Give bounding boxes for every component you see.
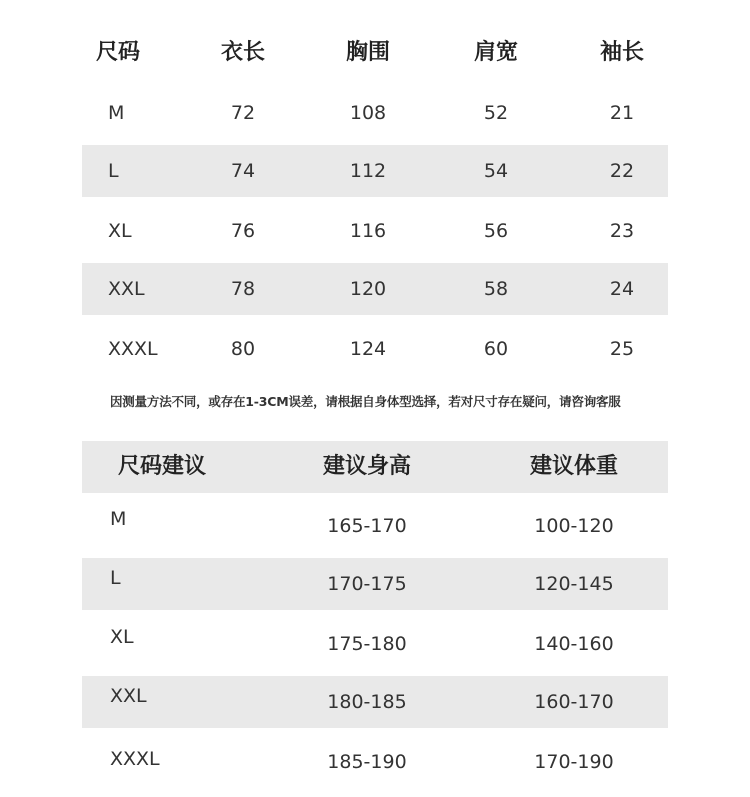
height-cell: 170-175 <box>327 573 407 595</box>
length-cell: 74 <box>230 160 256 182</box>
weight-cell: 140-160 <box>534 633 614 655</box>
size-cell: XXXL <box>108 338 158 360</box>
header-size: 尺码 <box>95 40 140 65</box>
table-row <box>82 500 668 552</box>
length-cell: 78 <box>230 278 256 300</box>
sleeve-cell: 24 <box>609 278 635 300</box>
table-row <box>82 676 668 728</box>
sleeve-cell: 22 <box>609 160 635 182</box>
shoulder-cell: 58 <box>483 278 509 300</box>
header-size-recommendation: 尺码建议 <box>117 454 206 479</box>
height-cell: 165-170 <box>327 515 407 537</box>
size-cell: XXL <box>110 685 147 707</box>
length-cell: 76 <box>230 220 256 242</box>
header-recommended-weight: 建议体重 <box>529 454 618 479</box>
size-cell: M <box>110 508 127 530</box>
size-chart-header <box>82 27 668 79</box>
measurement-note: 因测量方法不同，或存在1-3CM误差，请根据自身体型选择，若对尺寸存在疑问，请咨询客服 <box>110 394 621 409</box>
size-recommendation-table <box>82 441 668 791</box>
header-recommended-height: 建议身高 <box>322 454 411 479</box>
table-row <box>82 263 668 315</box>
height-cell: 180-185 <box>327 691 407 713</box>
weight-cell: 100-120 <box>534 515 614 537</box>
height-cell: 175-180 <box>327 633 407 655</box>
size-cell: M <box>108 102 125 124</box>
shoulder-cell: 56 <box>483 220 509 242</box>
sleeve-cell: 21 <box>609 102 635 124</box>
table-row <box>82 618 668 670</box>
shoulder-cell: 60 <box>483 338 509 360</box>
shoulder-cell: 52 <box>483 102 509 124</box>
table-row <box>82 558 668 610</box>
chest-cell: 112 <box>349 160 387 182</box>
size-cell: XXL <box>108 278 145 300</box>
size-cell: L <box>108 160 119 182</box>
weight-cell: 170-190 <box>534 751 614 773</box>
size-cell: XL <box>108 220 132 242</box>
weight-cell: 160-170 <box>534 691 614 713</box>
chest-cell: 124 <box>349 338 387 360</box>
height-cell: 185-190 <box>327 751 407 773</box>
table-row <box>82 736 668 788</box>
size-cell: L <box>110 567 121 589</box>
chest-cell: 120 <box>349 278 387 300</box>
length-cell: 72 <box>230 102 256 124</box>
size-chart-table <box>82 27 668 377</box>
header-sleeve: 袖长 <box>599 40 644 65</box>
recommendation-header <box>82 441 668 493</box>
table-row <box>82 145 668 197</box>
sleeve-cell: 25 <box>609 338 635 360</box>
table-row <box>82 205 668 257</box>
table-row <box>82 87 668 139</box>
chest-cell: 116 <box>349 220 387 242</box>
sleeve-cell: 23 <box>609 220 635 242</box>
header-chest: 胸围 <box>345 40 390 65</box>
chest-cell: 108 <box>349 102 387 124</box>
weight-cell: 120-145 <box>534 573 614 595</box>
size-cell: XXXL <box>110 748 160 770</box>
header-length: 衣长 <box>220 40 265 65</box>
header-shoulder: 肩宽 <box>473 40 518 65</box>
shoulder-cell: 54 <box>483 160 509 182</box>
size-cell: XL <box>110 626 134 648</box>
table-row <box>82 323 668 375</box>
length-cell: 80 <box>230 338 256 360</box>
